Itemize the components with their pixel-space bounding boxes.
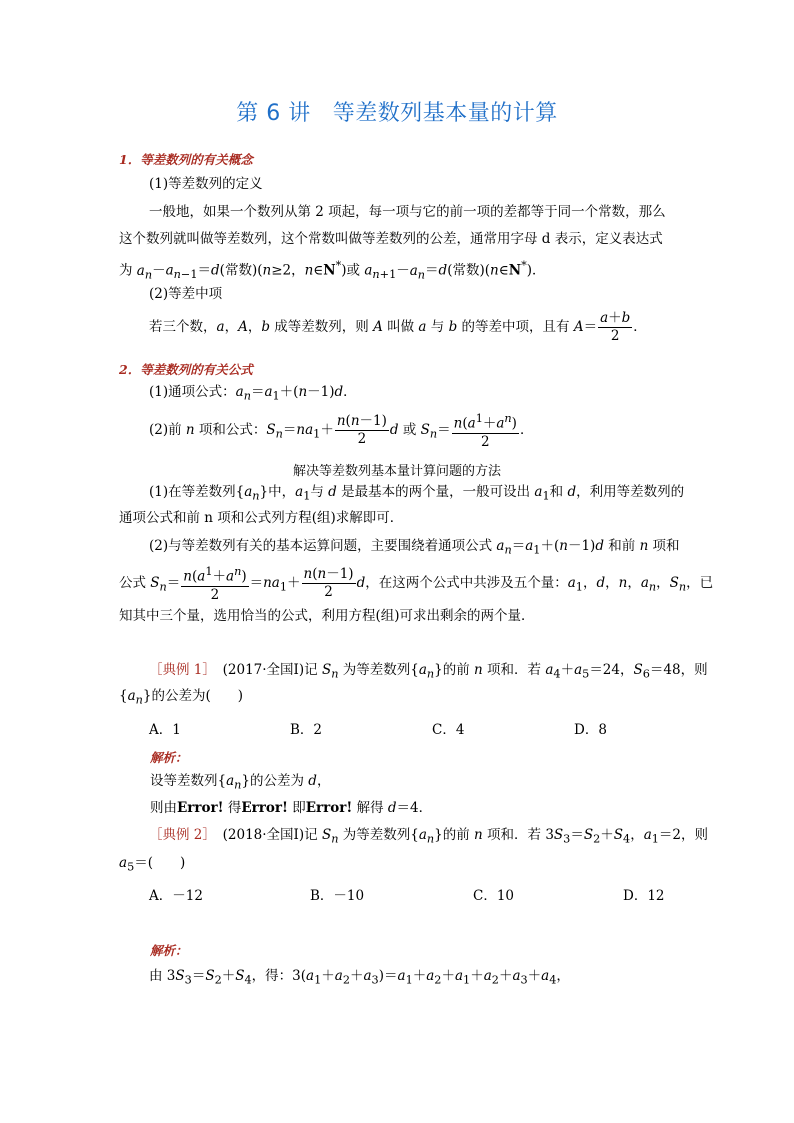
example1-solution-line1: 设等差数列$\{a_n\}$的公差为 d，	[150, 773, 331, 792]
example1-option-c: C．4	[432, 722, 465, 738]
section1-para1c: 为 $a_n-a_{n-1}=d$(常数)(n≥2，n∈N*)或 $a_{n+1}-a_n=d$(常数)(n∈N*)．	[119, 259, 546, 282]
section1-sub2: (2)等差中项	[149, 286, 223, 302]
example1-tag: ［典例 1］	[149, 662, 210, 678]
formula-general-term: (1)通项公式：$a_n=a_1+(n-1)d$．	[149, 384, 357, 403]
section1-sub1: (1)等差数列的定义	[149, 176, 263, 192]
method-title: 解决等差数列基本量计算问题的方法	[292, 464, 501, 479]
method-p2c: 知其中三个量，选用恰当的公式，利用方程(组)可求出剩余的两个量．	[119, 608, 535, 624]
method-p1b: 通项公式和前 n 项和公式列方程(组)求解即可．	[119, 510, 404, 526]
section2-heading: 2．等差数列的有关公式	[119, 362, 253, 377]
example1-question-line2: $\{a_n\}$的公差为( )	[119, 688, 244, 707]
example2-option-a: A．－12	[149, 888, 203, 904]
example2-solution-line1: 由 $3S_3=S_2+S_4$，得：$3(a_1+a_2+a_3)=a_1+a_2+a_1+a_2+a_3+a_4$，	[149, 968, 570, 987]
section1-para2: 若三个数，a，A，b 成等差数列，则 A 叫做 a 与 b 的等差中项，且有 A＝ $\frac{a+b}{2}$ ．	[149, 310, 647, 344]
example1-option-d: D．8	[574, 722, 607, 738]
example2-option-b: B．－10	[310, 888, 365, 904]
page-title	[0, 96, 794, 127]
example2-jiexi-label: 解析：	[150, 943, 188, 958]
example1-option-b: B．2	[290, 722, 323, 738]
example1-jiexi-label: 解析：	[150, 750, 188, 765]
method-p2a: (2)与等差数列有关的基本运算问题，主要围绕着通项公式 $a_n=a_1+(n-1)d$ 和前 n 项和	[149, 538, 680, 557]
example1-solution-line2: 则由Error! 得Error! 即Error! 解得 d＝4．	[150, 800, 433, 816]
example1-option-a: A．1	[149, 722, 181, 738]
lecture-number: 第 6 讲	[236, 101, 311, 126]
method-p2b: 公式 $S_n=$ $\frac{n(a^1+a^n)}{2}$ $=na_1+$ $\frac{n(n-1)}{2}$ d，在这两个公式中共涉及五个量：$a_1$，d，n，$a_n$，$S_n$，已	[119, 565, 714, 603]
section1-heading: 1．等差数列的有关概念	[119, 152, 253, 167]
section1-para1a: 一般地，如果一个数列从第 2 项起，每一项与它的前一项的差都等于同一个常数，那么	[149, 204, 666, 220]
example2-option-c: C．10	[473, 888, 515, 904]
example2-option-d: D．12	[623, 888, 665, 904]
method-p1a: (1)在等差数列$\{a_n\}$中，$a_1$与 d 是最基本的两个量，一般可设出 $a_1$和 d，利用等差数列的	[149, 484, 685, 503]
section1-para1b: 这个数列就叫做等差数列，这个常数叫做等差数列的公差，通常用字母 d 表示，定义表达式	[119, 231, 663, 247]
example1-question-line1: ［典例 1］ (2017·全国Ⅰ)记 $S_n$ 为等差数列$\{a_n\}$的前 n 项和．若 $a_4+a_5=24$，$S_6=48$，则	[149, 662, 708, 681]
example2-question-line2: $a_5=$( )	[119, 855, 186, 874]
lecture-topic: 等差数列基本量的计算	[332, 101, 558, 126]
example2-tag: ［典例 2］	[149, 827, 210, 843]
formula-sum: (2)前 n 项和公式：$S_n=na_1+$ $\frac{n(n-1)}{2}$ d 或 $S_n=$ $\frac{n(a^1+a^n)}{2}$ ．	[149, 412, 534, 450]
example2-question-line1: ［典例 2］ (2018·全国Ⅰ)记 $S_n$ 为等差数列$\{a_n\}$的前 n 项和．若 $3S_3=S_2+S_4$，$a_1=2$，则	[149, 827, 709, 846]
